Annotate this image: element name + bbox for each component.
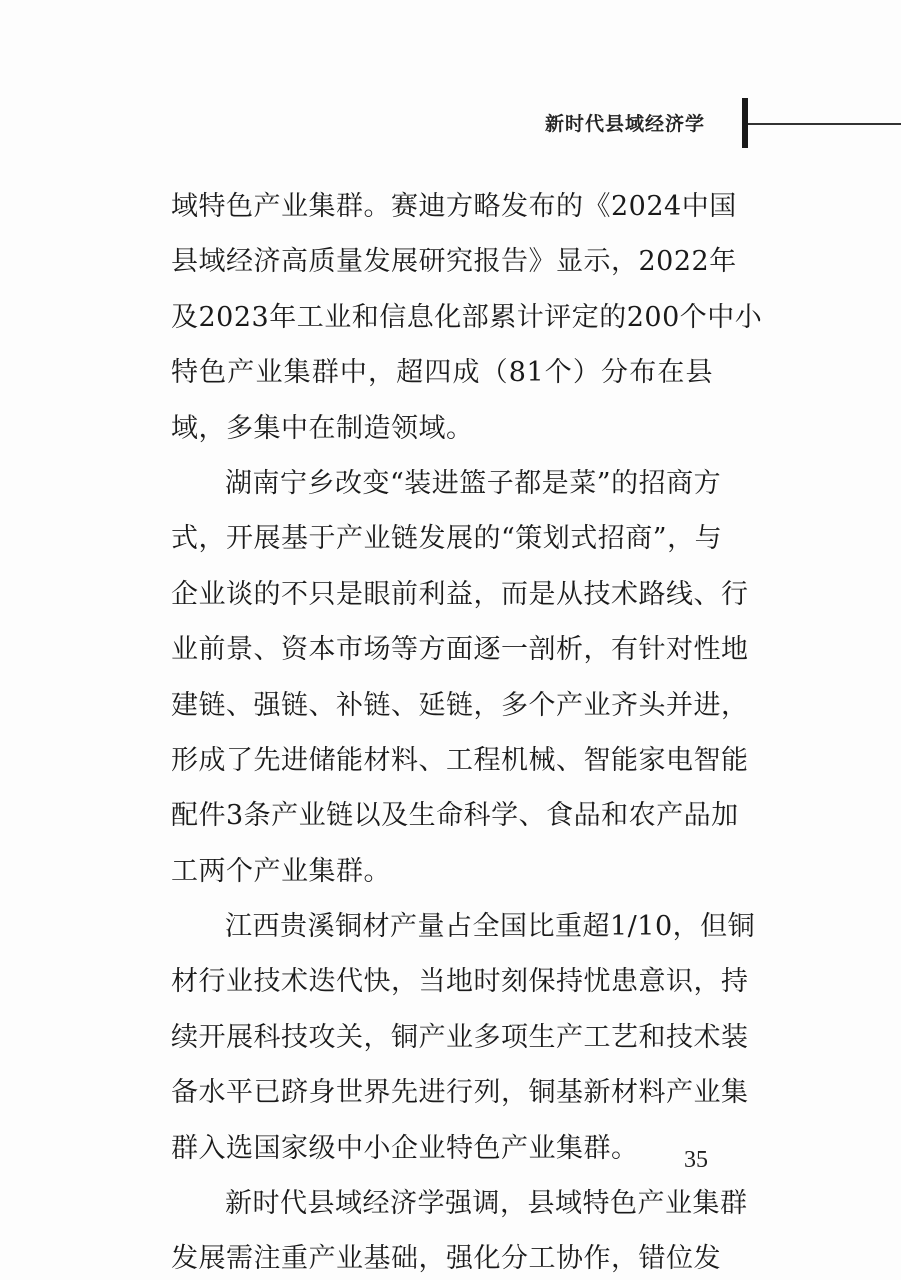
text-line: 发展需注重产业基础，强化分工协作，错位发 — [171, 1243, 721, 1275]
paragraph-first-line: 江西贵溪铜材产量占全国比重超1/10，但铜 — [225, 911, 756, 943]
text-line: 群入选国家级中小企业特色产业集群。 — [171, 1132, 639, 1164]
text-line: 续开展科技攻关，铜产业多项生产工艺和技术装 — [171, 1021, 749, 1053]
text-line: 及2023年工业和信息化部累计评定的200个中小 — [171, 301, 763, 333]
running-head-title: 新时代县域经济学 — [544, 113, 705, 135]
text-line: 材行业技术迭代快，当地时刻保持忧患意识，持 — [171, 966, 749, 998]
text-line: 建链、强链、补链、延链，多个产业齐头并进， — [171, 689, 749, 721]
paragraph-first-line: 湖南宁乡改变“装进篮子都是菜”的招商方 — [225, 467, 722, 499]
body-text — [171, 179, 763, 1287]
paragraph-first-line: 新时代县域经济学强调，县域特色产业集群 — [225, 1188, 748, 1220]
header-rule — [748, 123, 901, 125]
text-line: 域特色产业集群。赛迪方略发布的《2024中国 — [171, 191, 737, 222]
text-line: 配件3条产业链以及生命科学、食品和农产品加 — [171, 800, 739, 832]
text-line: 形成了先进储能材料、工程机械、智能家电智能 — [171, 744, 749, 776]
page-number: 35 — [684, 1147, 708, 1173]
text-line: 业前景、资本市场等方面逐一剖析，有针对性地 — [171, 634, 749, 666]
text-line: 工两个产业集群。 — [171, 855, 391, 887]
text-line: 特色产业集群中，超四成（81个）分布在县 — [171, 357, 713, 389]
text-line: 式，开展基于产业链发展的“策划式招商”，与 — [171, 523, 723, 555]
text-line: 备水平已跻身世界先进行列，铜基新材料产业集 — [171, 1077, 749, 1109]
text-line: 企业谈的不只是眼前利益，而是从技术路线、行 — [171, 578, 749, 610]
text-line: 县域经济高质量发展研究报告》显示，2022年 — [171, 246, 737, 278]
text-line: 域，多集中在制造领域。 — [171, 412, 474, 444]
